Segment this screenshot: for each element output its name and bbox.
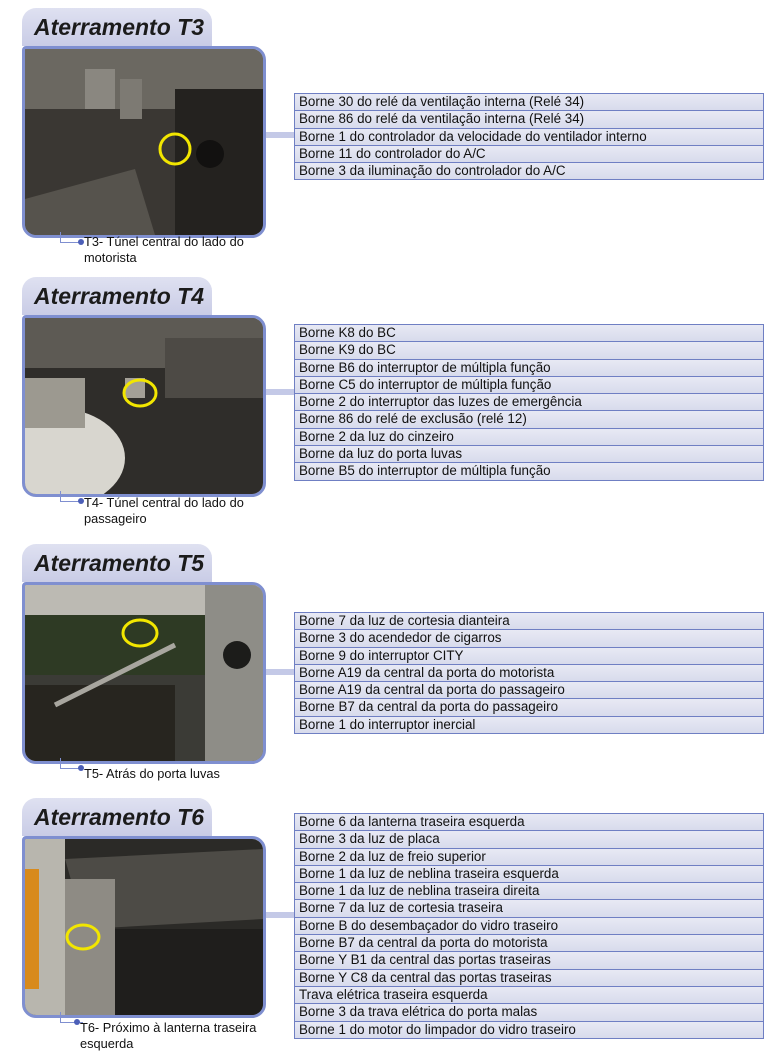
connector bbox=[266, 669, 294, 675]
ground-list-t5 bbox=[294, 612, 764, 734]
list-item: Trava elétrica traseira esquerda bbox=[295, 987, 763, 1004]
section-t6 bbox=[0, 798, 783, 1060]
list-item: Borne 2 da luz de freio superior bbox=[295, 849, 763, 866]
list-item: Borne 6 da lanterna traseira esquerda bbox=[295, 814, 763, 831]
list-item: Borne da luz do porta luvas bbox=[295, 446, 763, 463]
photo-caption: T6- Próximo à lanterna traseira esquerda bbox=[80, 1020, 257, 1051]
list-item: Borne 1 da luz de neblina traseira esquerda bbox=[295, 866, 763, 883]
section-title: Aterramento T3 bbox=[34, 14, 204, 40]
list-item: Borne 1 do motor do limpador do vidro traseiro bbox=[295, 1022, 763, 1038]
list-item: Borne K9 do BC bbox=[295, 342, 763, 359]
connector bbox=[266, 389, 294, 395]
list-item: Borne B5 do interruptor de múltipla função bbox=[295, 463, 763, 479]
section-t4 bbox=[0, 277, 783, 537]
list-item: Borne B7 da central da porta do motorista bbox=[295, 935, 763, 952]
list-item: Borne A19 da central da porta do passageiro bbox=[295, 682, 763, 699]
list-item: Borne 3 da trava elétrica do porta malas bbox=[295, 1004, 763, 1021]
section-title: Aterramento T6 bbox=[34, 804, 204, 830]
list-item: Borne 2 do interruptor das luzes de emergência bbox=[295, 394, 763, 411]
list-item: Borne A19 da central da porta do motorista bbox=[295, 665, 763, 682]
list-item: Borne 2 da luz do cinzeiro bbox=[295, 429, 763, 446]
photo-caption: T3- Túnel central do lado do motorista bbox=[84, 234, 244, 265]
list-item: Borne 86 do relé da ventilação interna (Relé 34) bbox=[295, 111, 763, 128]
ground-list-t6 bbox=[294, 813, 764, 1039]
photo-caption: T5- Atrás do porta luvas bbox=[84, 766, 220, 781]
ground-list-t3 bbox=[294, 93, 764, 180]
list-item: Borne 7 da luz de cortesia dianteira bbox=[295, 613, 763, 630]
connector bbox=[266, 912, 294, 918]
list-item: Borne K8 do BC bbox=[295, 325, 763, 342]
list-item: Borne B7 da central da porta do passageiro bbox=[295, 699, 763, 716]
photo-t4 bbox=[22, 315, 266, 497]
list-item: Borne C5 do interruptor de múltipla função bbox=[295, 377, 763, 394]
list-item: Borne 3 do acendedor de cigarros bbox=[295, 630, 763, 647]
list-item: Borne 86 do relé de exclusão (relé 12) bbox=[295, 411, 763, 428]
section-t3 bbox=[0, 8, 783, 268]
photo-t5 bbox=[22, 582, 266, 764]
section-title: Aterramento T5 bbox=[34, 550, 204, 576]
list-item: Borne 1 da luz de neblina traseira direita bbox=[295, 883, 763, 900]
photo-caption: T4- Túnel central do lado do passageiro bbox=[84, 495, 244, 526]
connector bbox=[266, 132, 294, 138]
list-item: Borne 9 do interruptor CITY bbox=[295, 648, 763, 665]
list-item: Borne 30 do relé da ventilação interna (Relé 34) bbox=[295, 94, 763, 111]
list-item: Borne Y C8 da central das portas traseiras bbox=[295, 970, 763, 987]
list-item: Borne Y B1 da central das portas traseiras bbox=[295, 952, 763, 969]
list-item: Borne B6 do interruptor de múltipla função bbox=[295, 360, 763, 377]
list-item: Borne 1 do controlador da velocidade do ventilador interno bbox=[295, 129, 763, 146]
list-item: Borne 7 da luz de cortesia traseira bbox=[295, 900, 763, 917]
list-item: Borne 11 do controlador do A/C bbox=[295, 146, 763, 163]
list-item: Borne B do desembaçador do vidro traseiro bbox=[295, 918, 763, 935]
ground-list-t4 bbox=[294, 324, 764, 481]
section-t5 bbox=[0, 544, 783, 784]
list-item: Borne 3 da iluminação do controlador do A/C bbox=[295, 163, 763, 179]
photo-t6 bbox=[22, 836, 266, 1018]
section-title: Aterramento T4 bbox=[34, 283, 204, 309]
list-item: Borne 1 do interruptor inercial bbox=[295, 717, 763, 733]
photo-t3 bbox=[22, 46, 266, 238]
list-item: Borne 3 da luz de placa bbox=[295, 831, 763, 848]
